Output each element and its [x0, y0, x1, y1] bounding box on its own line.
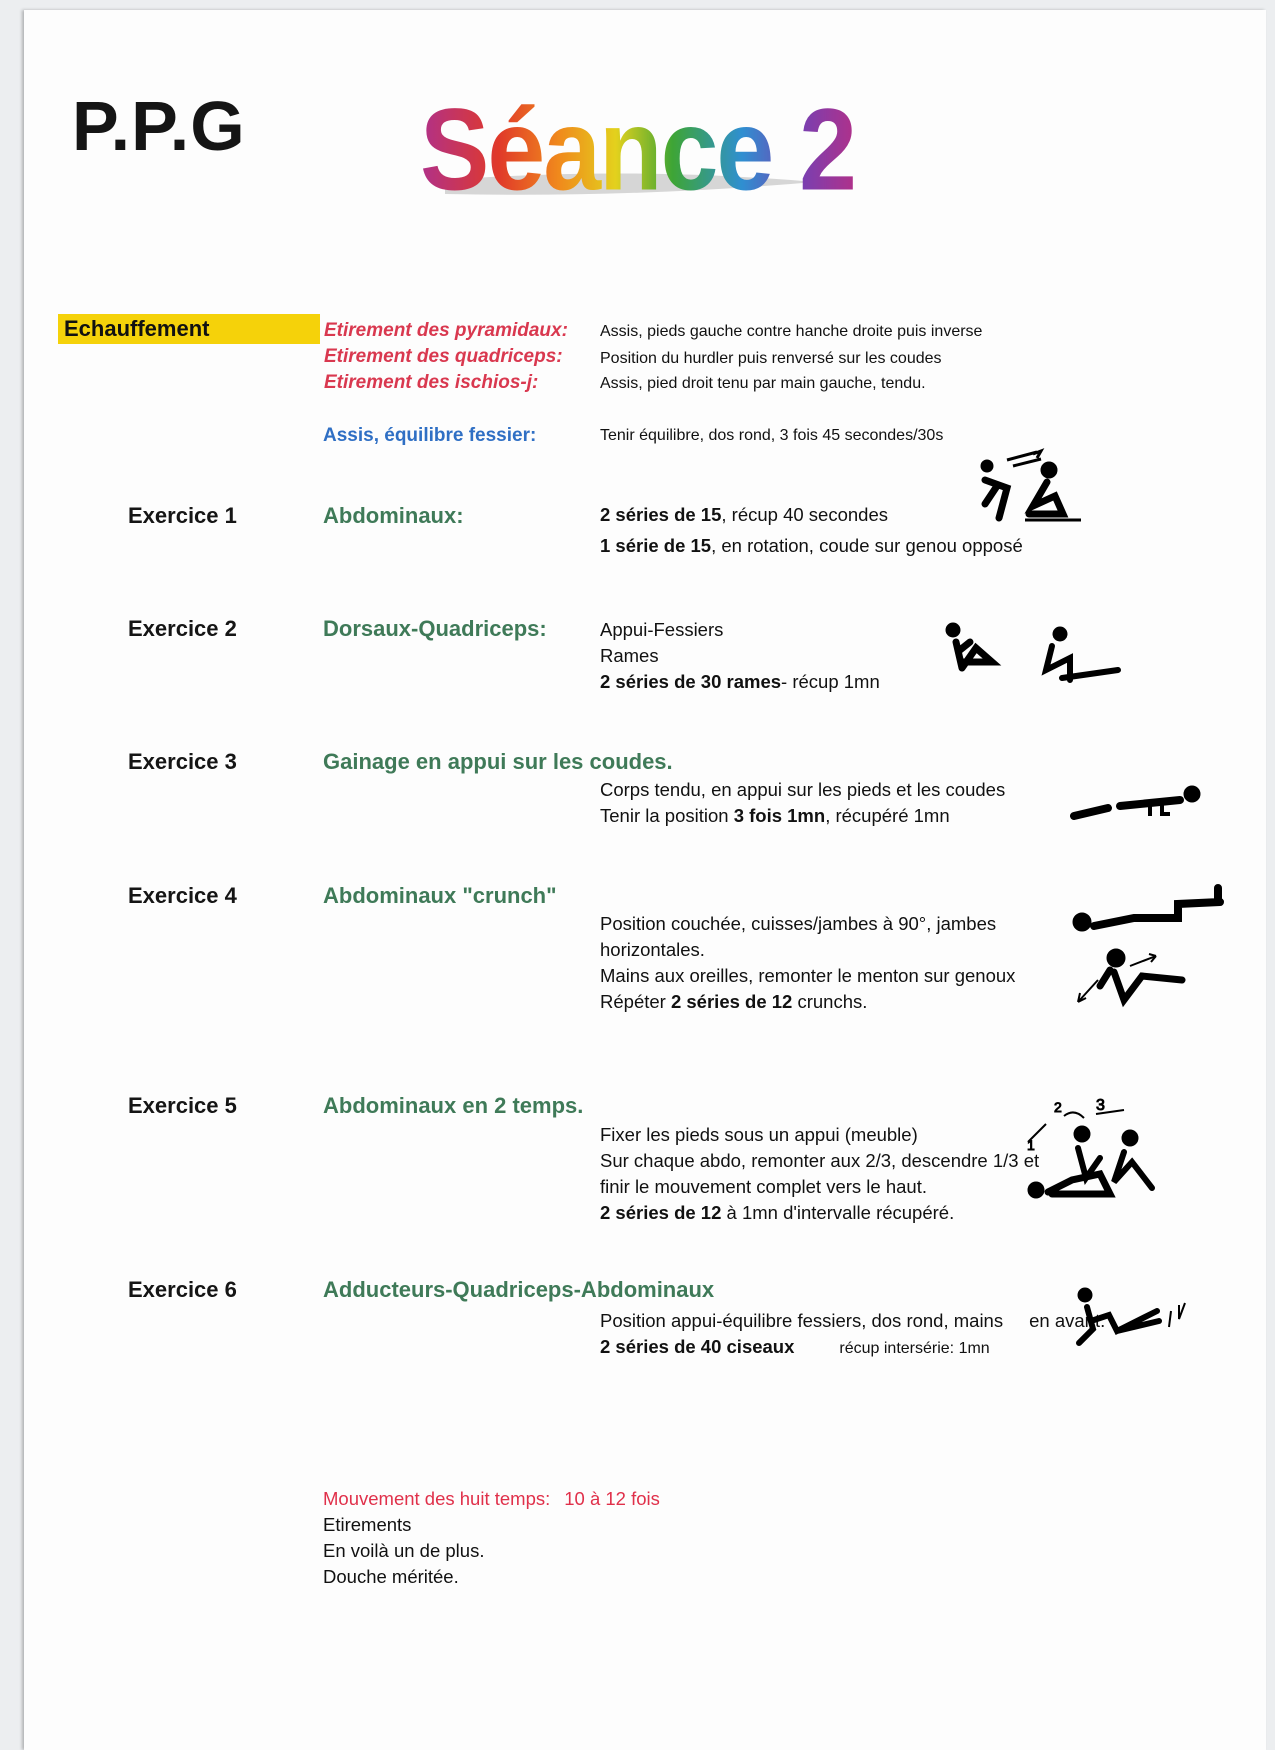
exercise-title: Abdominaux en 2 temps.: [323, 1093, 584, 1118]
warmup-item-name: Etirement des pyramidaux:: [324, 320, 568, 341]
step-number: 3: [1096, 1097, 1105, 1114]
exercise-label: Exercice 3: [128, 749, 237, 774]
warmup-item-desc: Position du hurdler puis renversé sur les coudes: [600, 350, 942, 367]
exercise-details: Position appui-équilibre fessiers, dos rond, mains en avant. 2 séries de 40 ciseaux récup intersérie: 1mn: [600, 1310, 1106, 1357]
exercise-label: Exercice 2: [128, 616, 237, 641]
ppg-title: P.P.G: [72, 87, 246, 165]
balance-name: Assis, équilibre fessier:: [323, 425, 537, 446]
step-number: 2: [1054, 1099, 1062, 1115]
exercise-title: Abdominaux:: [323, 503, 464, 528]
footer-block: Mouvement des huit temps: 10 à 12 fois Etirements En voilà un de plus. Douche méritée.: [323, 1488, 660, 1587]
exercise-details: Fixer les pieds sous un appui (meuble) Sur chaque abdo, remonter aux 2/3, descendre 1/3 et finir le mouvement complet vers le haut. 2 séries de 12 à 1mn d'intervalle récupéré.: [600, 1124, 1040, 1223]
abdominal-figure-icon: [975, 438, 1085, 528]
exercise-title: Gainage en appui sur les coudes.: [323, 749, 673, 774]
exercise-details: Corps tendu, en appui sur les pieds et les coudes Tenir la position 3 fois 1mn, récupéré 1mn: [600, 779, 1006, 826]
exercise-title: Adducteurs-Quadriceps-Abdominaux: [323, 1277, 715, 1302]
exercise-details: Appui-Fessiers Rames 2 séries de 30 rames- récup 1mn: [600, 619, 880, 692]
exercise-title: Abdominaux "crunch": [323, 883, 557, 908]
crunch-figure-icon: [1070, 880, 1230, 1015]
scissors-figure-icon: [1075, 1285, 1205, 1355]
warmup-item-name: Etirement des quadriceps:: [324, 346, 563, 367]
seance-title: Séance 2: [420, 84, 855, 217]
warmup-item-name: Etirement des ischios-j:: [324, 372, 539, 393]
plank-figure-icon: [1070, 780, 1205, 825]
warmup-label: Echauffement: [58, 314, 320, 344]
exercise-details: 2 séries de 15, récup 40 secondes 1 série de 15, en rotation, coude sur genou opposé: [600, 504, 1023, 556]
warmup-item-desc: Assis, pieds gauche contre hanche droite puis inverse: [600, 323, 983, 340]
exercise-label: Exercice 1: [128, 503, 237, 528]
exercise-details: Position couchée, cuisses/jambes à 90°, jambes horizontales. Mains aux oreilles, remonter le menton sur genoux Répéter 2 séries de 12 crunchs.: [600, 913, 1016, 1012]
warmup-item-desc: Assis, pied droit tenu par main gauche, tendu.: [600, 375, 926, 392]
exercise-label: Exercice 5: [128, 1093, 237, 1118]
exercise-title: Dorsaux-Quadriceps:: [323, 616, 547, 641]
balance-desc: Tenir équilibre, dos rond, 3 fois 45 secondes/30s: [600, 427, 944, 444]
exercise-label: Exercice 4: [128, 883, 237, 908]
step-number: 1: [1027, 1137, 1035, 1153]
seance-title-wrap: [420, 84, 855, 216]
two-step-abs-figure-icon: [1020, 1098, 1180, 1208]
rowing-figure-icon: [940, 620, 1140, 690]
exercise-label: Exercice 6: [128, 1277, 237, 1302]
